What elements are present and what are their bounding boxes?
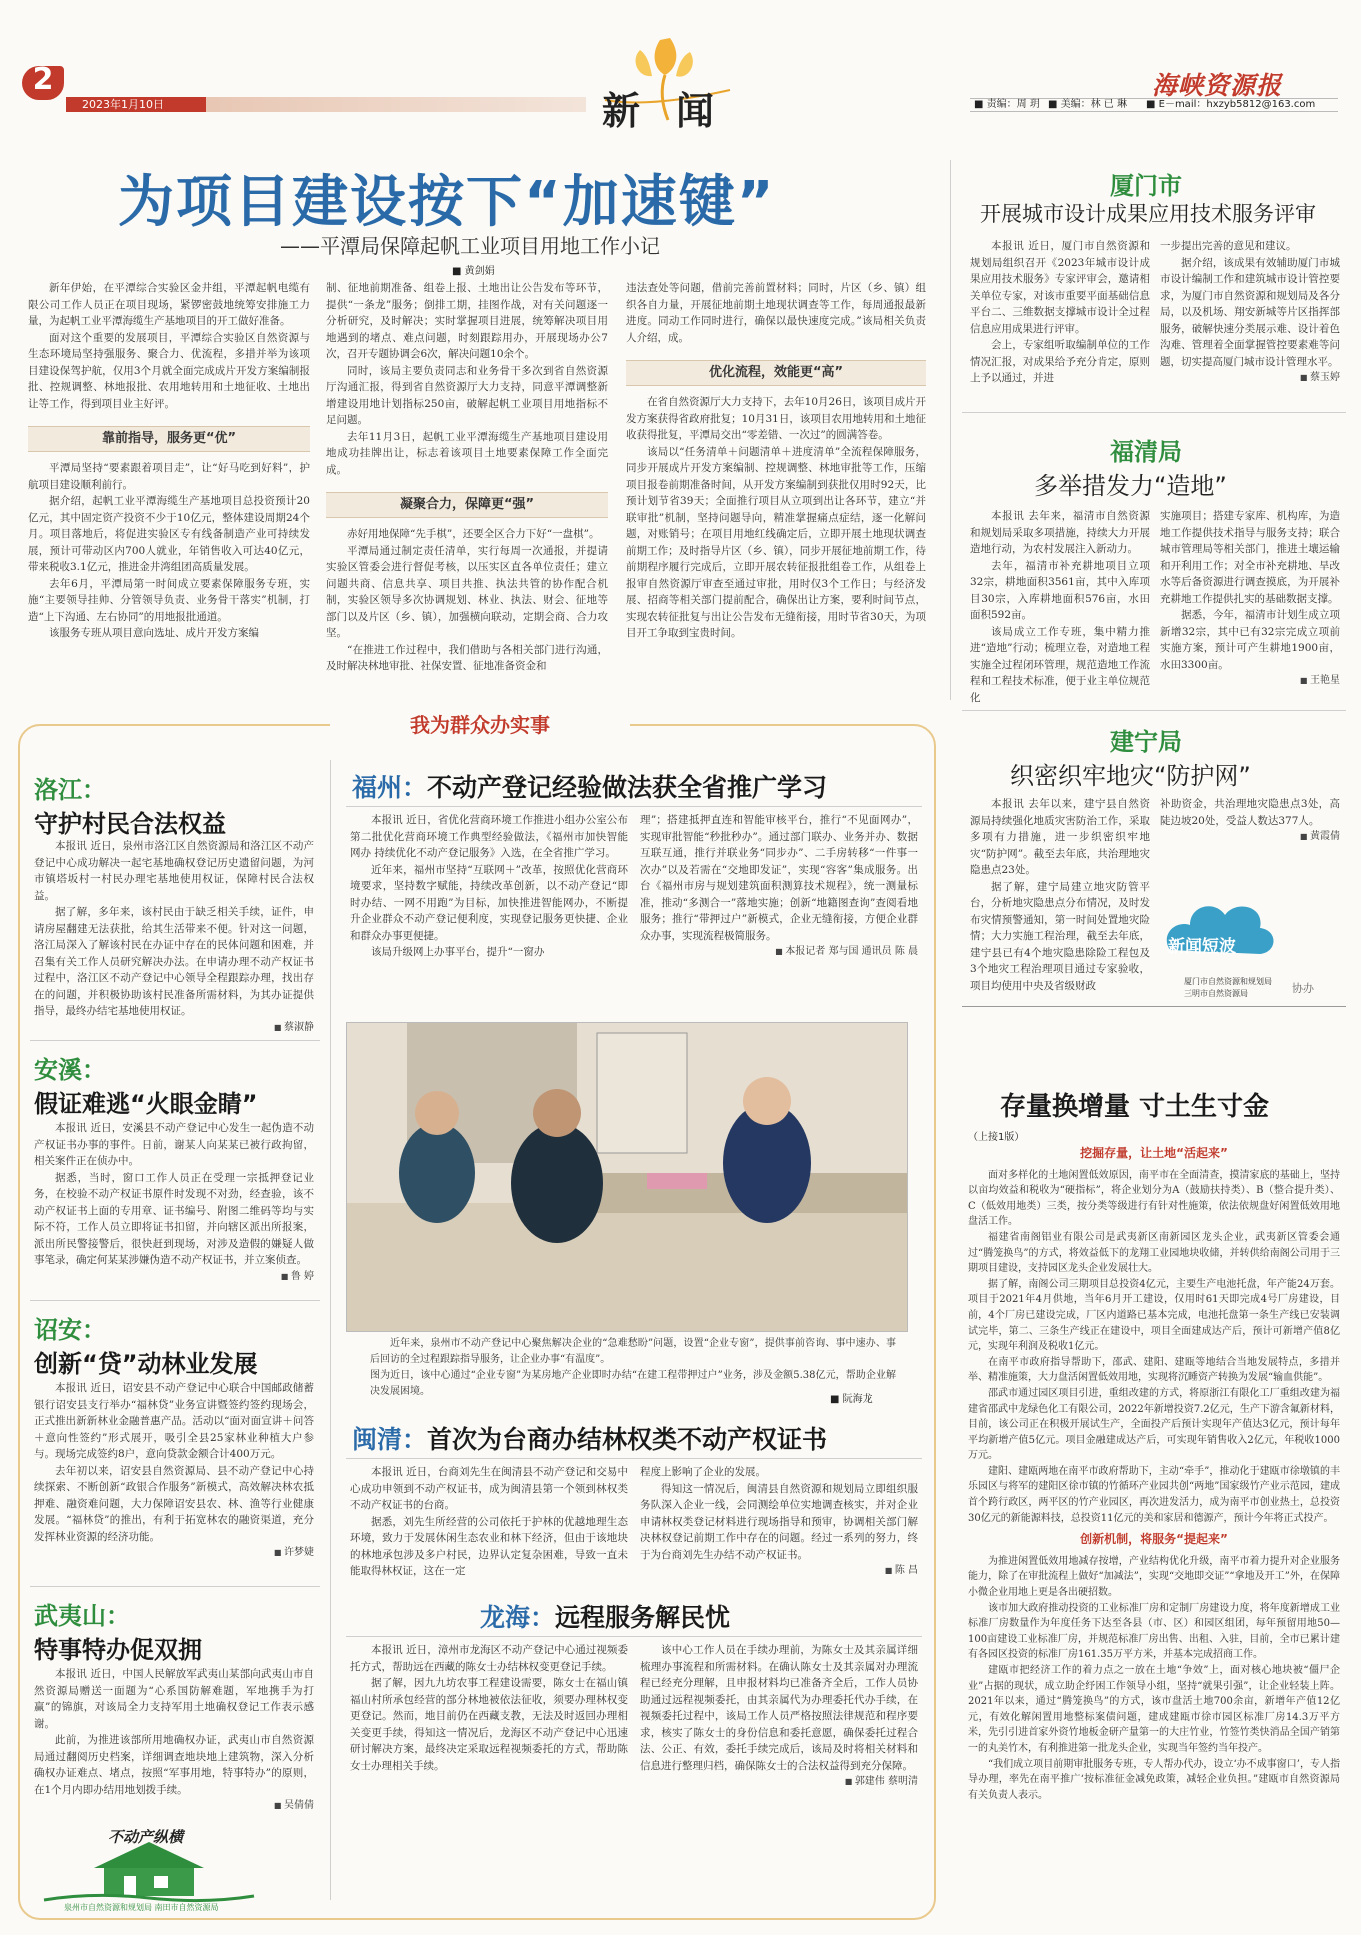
xiamen-paragraph: 本报讯 近日，厦门市自然资源和规划局组织召开《2023年城市设计成果应用技术服务》专家评审会，邀请相关单位专家，对该市重要平面基础信息平台二、三维数据支撑城市设计全过程信息应用成果进行评审。	[970, 240, 1150, 335]
divider	[962, 710, 1346, 711]
jianning-city: 建宁局	[1110, 728, 1182, 756]
lead-author: ■ 黄剑娟	[452, 266, 495, 277]
zhaoan-city: 诏安：	[34, 1316, 106, 1344]
lead-subhead-3-text: 优化流程，效能更“高”	[708, 365, 844, 380]
huanliang-subhead-1: 挖掘存量，让土地“活起来”	[1080, 1146, 1228, 1160]
jianning-paragraph: 本报讯 去年以来，建宁县自然资源局持续强化地质灾害防治工作，采取多项有力措施，进一步织密织牢地灾“防护网”。截至去年底，共治理地灾隐患点23处。	[970, 798, 1150, 876]
xiamen-byline: ■ 蔡玉婷	[1160, 370, 1340, 387]
zhaoan-title: 创新“贷”动林业发展	[34, 1350, 258, 1378]
zhaoan-paragraph: 去年初以来，诏安县自然资源局、县不动产登记中心持续探索、不断创新“政银合作服务”新模式，高效解决林农抵押难、融资难问题，大力保障诏安县农、林、渔等行业健康发展。“福林贷”的推出，有利于拓宽林农的融资渠道，充分发挥林业资源的经济功能。	[34, 1464, 314, 1543]
lead-headline: 为项目建设按下“加速键”	[118, 170, 776, 235]
longhai-col1	[350, 1642, 628, 1774]
anxi-paragraph: 据悉，当时，窗口工作人员正在受理一宗抵押登记业务，在校验不动产权证书原件时发现不对劲，经查验，该不动产权证书上面的专用章、证书编号、附图二维码等均与实际不符，工作人员立即将证书扣留，并向辖区派出所报案，派出所民警接警后，很快赶到现场，对涉及造假的嫌疑人做事笔录，确定何某某涉嫌伪造不动产权证书，并立案侦查。	[34, 1171, 314, 1266]
anxi-paragraph: 本报讯 近日，安溪县不动产登记中心发生一起伪造不动产权证书办事的事件。日前，谢某人向某某已被行政拘留，相关案件正在侦办中。	[34, 1122, 314, 1167]
lead-subhead-1	[28, 426, 310, 452]
fuqing-col1	[970, 508, 1150, 706]
longhai-col2	[640, 1642, 918, 1791]
lead-paragraph: 该服务专班从项目意向选址、成片开发方案编	[49, 627, 259, 639]
divider	[30, 1300, 320, 1301]
xiamen-paragraph: 一步提出完善的意见和建议。	[1160, 240, 1297, 252]
news-photo	[346, 1022, 908, 1332]
minqing-paragraph: 据悉，刘先生所经营的公司依托于护林的优越地理生态环境，致力于发展休闲生态农业和林下经济，但由于该地块的林地承包涉及多户村民，边界认定复杂困难，导致一直未能取得林权证，这在一定	[350, 1515, 628, 1577]
lead-paragraph: 新年伊始，在平潭综合实验区金井组，平潭起帆电缆有限公司工作人员正在项目现场，紧锣密鼓地统筹安排施工力量，为起帆工业平潭海缆生产基地项目的开工做好准备。	[28, 282, 310, 327]
issue-date: 2023年1月10日	[82, 98, 164, 111]
huanliang-from: （上接1版）	[968, 1132, 1025, 1143]
huanliang-paragraph: 在南平市政府指导帮助下，邵武、建阳、建瓯等地结合当地发展特点，多措并举、精准施策，大力盘活闲置低效用地，实现将沉睡资产转换为发展“输血供能”。	[968, 1356, 1340, 1384]
fuqing-byline: ■ 王艳星	[1160, 673, 1340, 690]
section-title-1: 新	[602, 88, 641, 133]
divider	[346, 806, 922, 807]
minqing-col2	[640, 1464, 918, 1580]
fuqing-paragraph: 实施项目；搭建专家库、机构库，为造地工作提供技术指导与服务支持；联合城市管理局等相关部门，推进土壤运输和开利用工作；对全市补充耕地、旱改水等后备资源进行调查摸底，为开展补充耕地工作提供扎实的基础数据支撑。	[1160, 510, 1340, 605]
lead-paragraph: 赤好用地保障“先手棋”，还要全区合力下好“一盘棋”。	[347, 528, 600, 540]
page-number: 2	[32, 62, 54, 97]
wuyishan-city: 武夷山：	[34, 1602, 130, 1630]
huanliang-subhead-2: 创新机制，将服务“提起来”	[1080, 1532, 1228, 1547]
divider	[30, 1586, 320, 1587]
column-divider	[330, 760, 331, 1900]
divider	[346, 1636, 922, 1637]
lead-paragraph: 平潭局通过制定责任清单，实行每周一次通报，并提请实验区管委会进行督促考核，以压实区直各单位责任；建立问题共商、信息共享、项目共推、执法共管的协作配合机制，实验区领导多次协调规划、林业、执法、财会、征地等部门以及片区（乡、镇），加强横向联动，定期会商、合力攻坚。	[326, 544, 608, 639]
lead-paragraph: 同时，该局主要负责同志和业务骨干多次到省自然资源厅沟通汇报，得到省自然资源厅大力支持，同意平潭调整新增建设用地计划指标250亩，破解起帆工业项目用地指标不足问题。	[326, 364, 608, 426]
jianning-byline: ■ 黄霞倩	[1160, 829, 1340, 846]
fuzhou-byline: ■ 本报记者 郑与国 通讯员 陈 晨	[640, 944, 918, 961]
luojiang-byline: ■ 蔡淑静	[34, 1020, 314, 1037]
section-title-2: 闻	[676, 88, 715, 133]
photo-caption	[370, 1336, 896, 1400]
lead-author-name: 黄剑娟	[464, 266, 495, 277]
minqing-paragraph: 得知这一情况后，闽清县自然资源和规划局立即组织服务队深入企业一线，会同测绘单位实地调查核实，并对企业申请林权类登记材料进行现场指导和预审，协调相关部门解决林权登记前期工作中存在的问题。经过一系列的努力，终于为台商刘先生办结不动产权证书。	[640, 1482, 918, 1561]
paper-name: 海峡资源报	[1152, 71, 1283, 100]
fuzhou-col1	[350, 812, 628, 961]
fuzhou-paragraph: 该局升级网上办事平台，提升“一窗办	[371, 946, 545, 958]
luojiang-title: 守护村民合法权益	[34, 810, 226, 838]
huanliang-paragraph: 邵武市通过园区项目引进，重组改建的方式，将原浙江有限化工厂重组改建为福建省邵武中龙绿色化工有限公司，2022年新增投资7.2亿元，生产下游含氟新材料，目前，该公司正在积极开展试生产，全面投产后预计实现年产值达3亿元，预计每年平均新增产值5亿元。项目金融建成达产后，可实现年销售收入2亿元，年税收1000万元。	[968, 1387, 1340, 1462]
fuqing-col2	[1160, 508, 1340, 690]
divider	[346, 1458, 922, 1459]
minqing-paragraph: 本报讯 近日，台商刘先生在闽清县不动产登记和交易中心成功申领到不动产权证书，成为闽清县第一个领到林权类不动产权证书的台商。	[350, 1466, 628, 1511]
fuqing-paragraph: 该局成立工作专班，集中精力推进“造地”行动；梳理立卷，对造地工程实施全过程闭环管理，规范造地工作流程和工程技术标准，便于业主单位规范化	[970, 625, 1150, 704]
email: ■ E－mail：hxzyb5812@163.com	[1146, 99, 1316, 110]
longhai-title: 远程服务解民忧	[555, 1603, 731, 1632]
lead-subhead-2-text: 凝聚合力，保障更“强”	[399, 497, 535, 512]
huanliang-paragraph: 据了解，南阁公司三期项目总投资4亿元，主要生产电池托盘，年产能24万套。项目于2021年4月供地，当年6月开工建设，仅用时61天即完成4号厂房建设，目前，4个厂房已建设完成，厂区内道路已基本完成，电池托盘第一条生产线已安装调试完毕，第二、三条生产线正在建设中，项目全面建成达产后，预计可新增产值8亿元，实现年利润及税收1亿元。	[968, 1278, 1340, 1353]
luojiang-paragraph: 据了解，多年来，该村民由于缺乏相关手续，证件，申请房屋翻建无法获批，给其生活带来不便。针对这一问题，洛江局深入了解该村民在办证中存在的民体问题和困难，并召集有关工作人员研究解决办法。在申请办理不动产权证书过程中，洛江区不动产登记中心领导全程跟踪办理，找出存在的问题，并积极协助该村民准备所需材料，为其办证提供指导，最终办结宅基地使用权证。	[34, 906, 314, 1017]
fuzhou-col2	[640, 812, 918, 961]
anxi-byline: ■ 鲁 婷	[34, 1269, 314, 1286]
longhai-paragraph: 该中心工作人员在手续办理前，为陈女士及其亲属详细梳理办事流程和所需材料。在确认陈女士及其亲属对办理流程已经充分理解，且申报材料均已准备齐全后，工作人员协助通过远程视频委托，由其亲属代为办理委托代办手续，在视频委托过程中，该局工作人员严格按照法律规范和程序要求，核实了陈女士的身份信息和委托意愿，确保委托过程合法、公正、有效，委托手续完成后，该局及时将相关材料和信息进行整理归档，确保陈女士的合法权益得到充分保障。	[640, 1644, 918, 1772]
fuzhou-headline	[352, 768, 827, 804]
column-logo-org: 泉州市自然资源和规划局 南田市自然资源局	[64, 1903, 219, 1912]
lead-paragraph: 去年6月，平潭局第一时间成立要素保障服务专班，实施“主要领导挂帅、分管领导负责、业务骨干落实”机制，打造“上下沟通、左右协同”的用地报批通道。	[28, 577, 310, 623]
minqing-city: 闽清：	[352, 1425, 428, 1454]
minqing-paragraph: 程度上影响了企业的发展。	[640, 1466, 766, 1478]
huanliang-paragraph: 面对多样化的土地闲置低效原因，南平市在全面清查，摸清家底的基础上，坚持以亩均效益和税收为“硬指标”，将企业划分为A（鼓励扶持类）、B（整合提升类）、C（低效用地类）三类，按分类等级进行有针对性施策，依法依规盘好闲置低效用地盘活工作。	[968, 1169, 1340, 1228]
anxi-city: 安溪：	[34, 1056, 106, 1084]
fuqing-title: 多举措发力“造地”	[1034, 472, 1227, 500]
longhai-city: 龙海：	[480, 1603, 556, 1632]
anxi-title: 假证难逃“火眼金睛”	[34, 1090, 258, 1118]
column-divider	[950, 160, 951, 700]
feature-banner	[330, 708, 630, 742]
huanliang-paragraph: 该市加大政府推动投资的工业标准厂房和定制厂房建设力度，将年度新增成工业标准厂房数量作为年度任务下达至各县（市、区）和园区组团，每年预留用地50—100亩建设工业标准厂房，并规范标准厂房出售、出租、入驻，目前，全市已累计建有各园区投资的标准厂房161.35万平方米，并基本完成招商工作。	[968, 1602, 1340, 1661]
fuqing-paragraph: 去年，福清市补充耕地项目立项32宗，耕地面积3561亩，其中入库项目30宗，入库耕地面积576亩，水田面积592亩。	[970, 559, 1150, 621]
minqing-headline	[352, 1420, 827, 1456]
editor: ■ 责编：周 玥	[974, 99, 1040, 110]
jianning-col1	[970, 796, 1150, 994]
minqing-byline: ■ 陈 昌	[640, 1563, 918, 1580]
jianning-paragraph: 补助资金，共治理地灾隐患点3处，高陡边坡20处，受益人数达377人。	[1160, 798, 1340, 827]
xiamen-paragraph: 据介绍，该成果有效辅助厦门市城市设计编制工作和建筑城市设计管控要求，为厦门市自然资源和规划局及各分局，以及机场、翔安新城等片区指挥部服务，破解快速分类展示难、设计着色沟难、管理着全面掌握管控要素难等问题，切实提高厦门城市设计管理水平。	[1160, 256, 1340, 368]
lead-subhead-1-text: 靠前指导，服务更“优”	[101, 431, 237, 446]
wuyishan-paragraph: 此前，为推进该部所用地确权办证，武夷山市自然资源局通过翻阅历史档案，详细调查地块地上建筑物，深入分析确权办证难点、堵点，按照“军事用地，特事特办”的原则，在1个月内即办结用地划拨手续。	[34, 1734, 314, 1796]
huanliang-paragraph: 建瓯市把经济工作的着力点之一放在土地“争效”上，面对核心地块被“僵尸企业”占据的现状，成立助企纾困工作领导小组，坚持“就果引强”，让企业轻装上阵。2021年以来，通过“腾笼换鸟”的方式，该市盘活土地700余亩，新增年产值12亿元，有效化解闲置用地整标案债问题，建成建瓯市徐市园区标准厂房14.3万平方米，先引引进首家外资竹地板金研产量第一的大庄竹业，竹签竹类快消品全国产销第一的丸美竹木，有利推进第一批龙头企业，实现当年签约当年投产。	[968, 1665, 1340, 1754]
xiamen-paragraph: 会上，专家组听取编制单位的工作情况汇报，对成果给予充分肯定，原则上予以通过，并进	[970, 339, 1150, 384]
xiamen-title: 开展城市设计成果应用技术服务评审	[980, 202, 1316, 226]
lead-paragraph: 违法查处等问题，借前完善前置材料；同时，片区（乡、镇）组织各自力量，开展征地前期土地现状调查等工作，每周通报最新进度。同动工作同时进行，确保以最快速度完成。”该局相关负责人介绍，成。	[626, 282, 926, 344]
longhai-paragraph: 本报讯 近日，漳州市龙海区不动产登记中心通过视频委托方式，帮助远在西藏的陈女士办结林权变更登记手续。	[350, 1644, 628, 1673]
lead-paragraph: 平潭局坚持“要素跟着项目走”，让“好马吃到好料”，护航项目建设顺利前行。	[28, 462, 310, 491]
lead-paragraph: 去年11月3日，起帆工业平潭海缆生产基地项目建设用地成功挂牌出让，标志着该项目土地要素保障工作全面完成。	[326, 430, 608, 476]
photo-caption-line1: 近年来，泉州市不动产登记中心聚焦解决企业的“急难愁盼”问题，设置“企业专窗”，提供事前咨询、事中速办、事后回访的全过程跟踪指导服务，让企业办事“有温度”。	[370, 1338, 896, 1365]
badge-org1: 厦门市自然资源和规划局	[1184, 977, 1272, 986]
fuqing-paragraph: 据悉，今年，福清市计划生成立项新增32宗，其中已有32宗完成立项前实施方案，预计可产生耕地1900亩，水田3300亩。	[1160, 609, 1340, 671]
lead-paragraph: “在推进工作过程中，我们借助与各相关部门进行沟通，及时解决林地审批、社保安置、征地准备资金和	[326, 643, 608, 672]
longhai-paragraph: 据了解，因九九坊农事工程建设需要，陈女士在福山镇福山村所承包经营的部分林地被依法征收，须要办理林权变更登记。然而，地目前仍在西藏支教，无法及时返回办理相关变更手续，得知这一情况后，龙海区不动产登记中心迅速研讨解决方案，最终决定采取远程视频委托的方式，帮助陈女士办理相关手续。	[350, 1677, 628, 1772]
fuzhou-title: 不动产登记经验做法获全省推广学习	[427, 773, 828, 802]
fuqing-city: 福清局	[1110, 438, 1182, 466]
huanliang-body	[968, 1146, 1340, 1803]
jianning-paragraph: 据了解，建宁局建立地灾防管平台，分析地灾隐患点分布情况，及时发布灾情预警通知，第一时间处置地灾险情；大力实施工程治理，截至去年底，建宁县已有4个地灾隐患除险工程包及3个地灾工程治理项目通过专家验收，项目均使用中央及省级财政	[970, 880, 1150, 992]
huanliang-paragraph: 福建省南阁铝业有限公司是武夷新区南新园区龙头企业，武夷新区管委会通过“腾笼换鸟”的方式，将效益低下的龙翔工业园地块收储，并转供给南阁公司用于三期项目建设，支持园区龙头企业发展壮大。	[968, 1231, 1340, 1275]
zhaoan-body	[34, 1380, 314, 1562]
jianning-col2	[1160, 796, 1340, 846]
column-logo-title: 不动产纵横	[108, 1828, 184, 1846]
minqing-col1	[350, 1464, 628, 1580]
divider	[30, 1040, 320, 1041]
lead-paragraph: 据介绍，起帆工业平潭海缆生产基地项目总投资预计20亿元，其中固定资产投资不少于10亿元，整体建设周期24个月。项目落地后，将促进实验区专有线备制造产业可持续发展，预计可带动区内700人就业，年销售收入可达40亿元，带来税收3.1亿元，推进金井湾组团高质量发展。	[28, 495, 310, 573]
wuyishan-body	[34, 1666, 314, 1815]
minqing-title: 首次为台商办结林权类不动产权证书	[427, 1425, 828, 1454]
zhaoan-paragraph: 本报讯 近日，诏安县不动产登记中心联合中国邮政储蓄银行诏安县支行举办“福林贷”业务宣讲暨签约签约现场会，正式推出新新林业金融普惠产品。活动以“面对面宣讲＋问答＋意向性签约”形式展开，吸引全县25家林业种植大户参与。现场完成签约8户，意向贷款金额合计400万元。	[34, 1382, 314, 1460]
luojiang-body	[34, 838, 314, 1036]
luojiang-paragraph: 本报讯 近日，泉州市洛江区自然资源局和洛江区不动产登记中心成功解决一起宅基地确权登记历史遗留问题，为河市镇塔坂村一村民办理宅基地使用权证，保障村民合法权益。	[34, 840, 314, 902]
lead-subhead-3	[626, 360, 926, 386]
wuyishan-paragraph: 本报讯 近日，中国人民解放军武夷山某部向武夷山市自然资源局赠送一面题为“心系国防解难题，军地携手为打赢”的锦旗，对该局全力支持军用土地确权登记工作表示感谢。	[34, 1668, 314, 1730]
fuzhou-paragraph: 近年来，福州市坚持“互联网＋”改革，按照优化营商环境要求，坚持数字赋能，持续改革创新，以不动产登记“即时办结、一网不用跑”为目标，加快推进智能网办，不断提升企业群众不动产登记便利度，实现登记服务更快捷、企业和群众办事更便捷。	[350, 863, 628, 942]
lead-paragraph: 面对这个重要的发展项目，平潭综合实验区自然资源与生态环境局坚持强服务、聚合力、优流程，多措并举为该项目建设保驾护航，仅用3个月就全面完成成片开发方案编制报批、控规调整、林地报批、农用地转用和土地征收、土地出让等工作，得到项目业主好评。	[28, 331, 310, 410]
photo-credit-name: 阮海龙	[842, 1394, 873, 1405]
xiamen-city: 厦门市	[1110, 172, 1182, 200]
zhaoan-byline: ■ 许梦婕	[34, 1545, 314, 1562]
divider	[962, 1006, 1346, 1007]
feature-banner-text: 我为群众办实事	[410, 713, 550, 737]
wuyishan-title: 特事特办促双拥	[34, 1636, 202, 1664]
photo-credit: ■ 阮海龙	[830, 1394, 873, 1405]
lead-col2	[326, 280, 608, 675]
anxi-body	[34, 1120, 314, 1285]
xiamen-col1	[970, 238, 1150, 387]
designer: ■ 美编：林 已 琳	[1048, 99, 1127, 110]
jianning-title: 织密织牢地灾“防护网”	[1010, 762, 1251, 790]
huanliang-paragraph: 为推进闲置低效用地减存按增，产业结构优化升级，南平市着力提升对企业服务能力，除了在审批流程上做好“加减法”，实现“交地即交证”“拿地及开工”外，在保障小微企业用地上更是各出硬招数。	[968, 1555, 1340, 1599]
fuzhou-paragraph: 理”；搭建抵押直连和智能审核平台，推行“不见面网办”，实现审批智能“秒批秒办”。通过部门联办、业务并办、数据互联互通，推行并联业务“同步办”、二手房转移“一件事一次办”以及若需在“交地即发证”，实现“容客”集成服务。出台《福州市房与规划建筑面积测算技术规程》，统一测量标准，推动“多测合一”落地实施；创新“地籍图查询”查阅看地服务；推行“带押过户”新模式，企业无缝衔接，方便企业群众办事，实现流程极简服务。	[640, 814, 918, 942]
badge-text: 新闻短波	[1168, 937, 1236, 957]
huanliang-title: 存量换增量 寸土生寸金	[1000, 1092, 1270, 1122]
photo-caption-line2: 图为近日，该中心通过“企业专窗”为某房地产企业即时办结“在建工程带押过户”业务，涉及金额5.38亿元，帮助企业解决发展困境。	[370, 1370, 896, 1397]
longhai-byline: ■ 郭建伟 蔡明清	[640, 1774, 918, 1791]
fuzhou-city: 福州：	[352, 773, 428, 802]
lead-subheadline: ——平潭局保障起帆工业项目用地工作小记	[280, 234, 660, 258]
divider	[962, 412, 1346, 413]
fuzhou-paragraph: 本报讯 近日，省优化营商环境工作推进小组办公室公布第二批优化营商环境工作典型经验做法，《福州市加快智能网办 持续优化不动产登记服务》入选，在全省推广学习。	[350, 814, 628, 859]
fuqing-paragraph: 本报讯 去年来，福清市自然资源和规划局采取多项措施，持续大力开展造地行动，为农村发展注入新动力。	[970, 510, 1150, 555]
badge-org2: 三明市自然资源局	[1184, 989, 1248, 998]
huanliang-paragraph: 建阳、建瓯两地在南平市政府帮助下，主动“牵手”，推动化于建瓯市徐墩镇的丰乐园区与将军的建阳区徐市镇的竹循环产业园共创“两地”国家级竹产业示范园，建成首个跨行政区，两平区的竹产业园区，再次进发活力，成为南平市创业热土，总投资30亿元的新能源料技，总投资11亿元的美和家居和德源产，预计今年将正式投产。	[968, 1465, 1340, 1524]
service-counter-photo	[347, 1023, 908, 1332]
longhai-headline	[480, 1598, 730, 1634]
lead-col3	[626, 280, 926, 642]
lead-subhead-2	[326, 492, 608, 518]
lead-paragraph: 该局以“任务清单＋问题清单＋进度清单”全流程保障服务，同步开展成片开发方案编制、控规调整、林地审批等工作，压缩项目报卷前期准备时间，从开发方案编制到获批仅用时92天，比预计划节省39天；全面推行项目从立项到出让各环节，建立“并联审批”机制，坚持问题导向，精准掌握痛点症结，逐一化解问题，对账销号；在项目用地红线确定后，立即开展土地现状调查前期工作；及时指导片区（乡、镇），同步开展征地前期工作，待前期程序履行完成后，立即开展农转征报批组卷工作，从组卷上报审自然资源厅审查至通过审批，用时仅3个工作日；与经济发展、招商等相关部门提前配合，确保出让方案，要利时间节点，实现农转征批复与出让公告发布无缝衔接，用时节省30天，为项目开工争取到宝贵时间。	[626, 445, 926, 639]
lead-col1	[28, 280, 310, 642]
xiamen-col2	[1160, 238, 1340, 387]
lead-paragraph: 在省自然资源厅大力支持下，去年10月26日，该项目成片开发方案获得省政府批复；10月31日，该项目农用地转用和土地征收获得批复，平潭局交出“零差错、一次过”的圆满答卷。	[626, 396, 926, 441]
huanliang-paragraph: “我们成立项目前期审批服务专班，专人帮办代办，设立‘办不成事窗口’，专人指导办理，率先在南平推广‘按标准征金减免政策，减轻企业负担。”建瓯市自然资源局有关负责人表示。	[968, 1758, 1340, 1801]
badge-co: 协办	[1292, 982, 1314, 995]
lead-paragraph: 制、征地前期准备、组卷上报、土地出让公告发布等环节，提供“一条龙”服务；倒排工期，挂图作战，对有关问题逐一分析研究，及时解决；实时掌握项目进展，统筹解决项目用地遇到的堵点、难点问题，时刻跟踪用办，开展现场办公7次，召开专题协调会6次，解决问题10余个。	[326, 282, 608, 360]
wuyishan-byline: ■ 吴倩倩	[34, 1798, 314, 1815]
luojiang-city: 洛江：	[34, 776, 106, 804]
